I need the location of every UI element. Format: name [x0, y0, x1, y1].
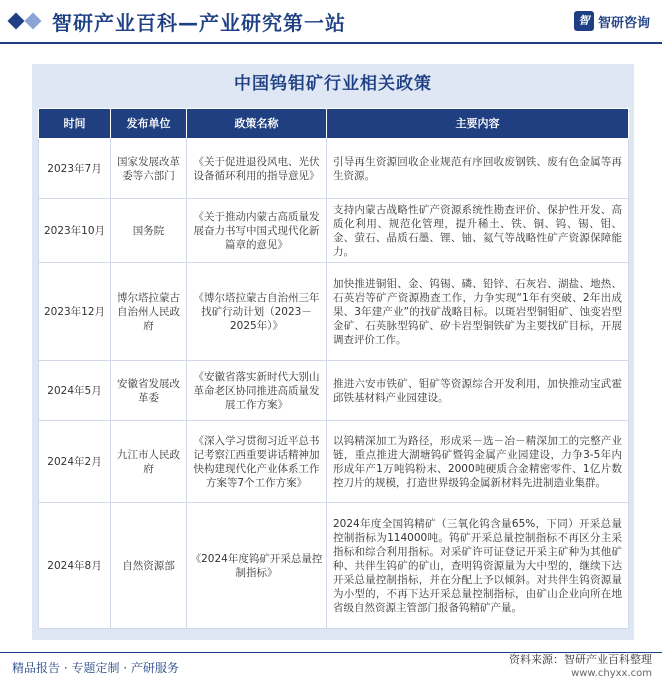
diamond-bullets-icon — [10, 15, 44, 27]
table-row — [39, 503, 629, 629]
site-footer — [0, 653, 662, 681]
cell-policy: 《安徽省落实新时代大别山革命老区协同推进高质量发展工作方案》 — [187, 361, 327, 421]
column-header-content: 主要内容 — [327, 109, 629, 139]
footer-services: 精品报告 · 专题定制 · 产研服务 — [12, 660, 179, 675]
cell-unit: 国家发展改革委等六部门 — [111, 139, 187, 199]
cell-policy: 《2024年度钨矿开采总量控制指标》 — [187, 503, 327, 629]
cell-date: 2023年10月 — [39, 199, 111, 263]
cell-content: 推进六安市铁矿、钼矿等资源综合开发利用，加快推动宝武霍邱铁基材料产业园建设。 — [327, 361, 629, 421]
footer-source-block — [509, 653, 652, 681]
cell-policy: 《关于推动内蒙古高质量发展奋力书写中国式现代化新篇章的意见》 — [187, 199, 327, 263]
column-header-policy: 政策名称 — [187, 109, 327, 139]
site-title: 智研产业百科—产业研究第一站 — [52, 10, 346, 35]
header-divider — [0, 42, 662, 44]
cell-policy: 《关于促进退役风电、光伏设备循环利用的指导意见》 — [187, 139, 327, 199]
cell-unit: 九江市人民政府 — [111, 421, 187, 503]
cell-date: 2023年12月 — [39, 263, 111, 361]
table-header-row — [39, 109, 629, 139]
cell-content: 以钨精深加工为路径，形成采－选－冶－精深加工的完整产业链，重点推进大湖塘钨矿暨钨金属产业园建设，力争3-5年内形成年产1万吨钨粉末、2000吨硬质合金精密零件、1亿片数控刀片的规模，打造世界级钨金属新材料先进制造业集群。 — [327, 421, 629, 503]
cell-policy: 《深入学习贯彻习近平总书记考察江西重要讲话精神加快构建现代化产业体系工作方案等7个工作方案》 — [187, 421, 327, 503]
cell-unit: 自然资源部 — [111, 503, 187, 629]
table-title: 中国钨钼矿行业相关政策 — [234, 74, 432, 94]
diamond-icon — [25, 13, 42, 30]
brand-logo[interactable] — [574, 11, 650, 31]
cell-unit: 国务院 — [111, 199, 187, 263]
cell-content: 支持内蒙古战略性矿产资源系统性勘查评价、保护性开发、高质化利用、规范化管理，提升稀土、铁、铜、钨、锡、钼、金、萤石、晶质石墨、锂、铀、氦气等战略性矿产资源保障能力。 — [327, 199, 629, 263]
cell-unit: 安徽省发展改革委 — [111, 361, 187, 421]
policy-panel — [32, 64, 634, 640]
cell-date: 2024年2月 — [39, 421, 111, 503]
cell-content: 引导再生资源回收企业规范有序回收废钢铁、废有色金属等再生资源。 — [327, 139, 629, 199]
table-row — [39, 361, 629, 421]
diamond-icon — [8, 13, 25, 30]
cell-date: 2023年7月 — [39, 139, 111, 199]
cell-content: 2024年度全国钨精矿（三氧化钨含量65%，下同）开采总量控制指标为114000吨。钨矿开采总量控制指标不再区分主采指标和综合利用指标。对采矿许可证登记开采主矿种为其他矿种、共伴生钨矿的矿山，查明钨资源量为大中型的，继续下达开采总量控制指标，并在分配上予以倾斜。对共伴生钨资源量为小型的，不再下达开采总量控制指标，由矿山企业向所在地省级自然资源主管部门报备钨精矿产量。 — [327, 503, 629, 629]
policy-table — [38, 108, 629, 629]
footer-url[interactable]: www.chyxx.com — [571, 668, 652, 679]
table-row — [39, 199, 629, 263]
cell-date: 2024年8月 — [39, 503, 111, 629]
column-header-date: 时间 — [39, 109, 111, 139]
cell-unit: 博尔塔拉蒙古自治州人民政府 — [111, 263, 187, 361]
site-header — [0, 0, 662, 42]
cell-date: 2024年5月 — [39, 361, 111, 421]
column-header-unit: 发布单位 — [111, 109, 187, 139]
brand-name: 智研咨询 — [597, 15, 650, 31]
table-row — [39, 263, 629, 361]
cell-content: 加快推进铜钼、金、钨锡、磷、铅锌、石灰岩、湖盐、地热、石英岩等矿产资源勘查工作，力争实现“1年有突破、2年出成果、3年建产业”的找矿战略目标。以斑岩型铜钼矿、蚀变岩型金矿、石英脉型钨矿、矽卡岩型铜铁矿为主要找矿目标，开展调查评价工作。 — [327, 263, 629, 361]
table-row — [39, 139, 629, 199]
cell-policy: 《博尔塔拉蒙古自治州三年找矿行动计划（2023－2025年）》 — [187, 263, 327, 361]
table-row — [39, 421, 629, 503]
brand-logo-icon: 智 — [574, 11, 594, 31]
data-source: 资料来源：智研产业百科整理 — [509, 653, 652, 666]
header-left — [10, 7, 346, 36]
